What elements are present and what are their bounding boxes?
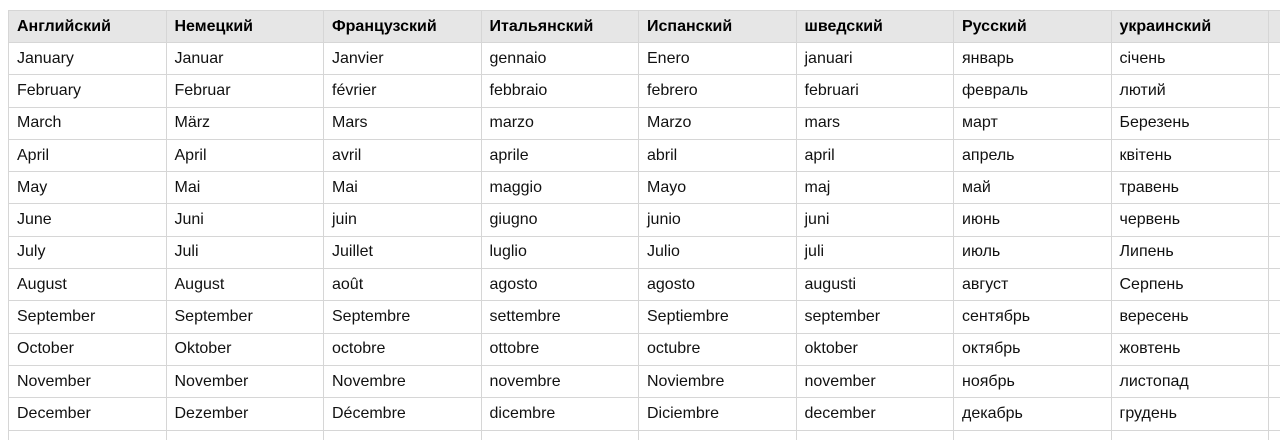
cell-spanish[interactable]: Diciembre [639, 398, 797, 430]
cell-german[interactable]: Dezember [166, 398, 324, 430]
table-row [9, 204, 1280, 236]
cell-russian[interactable]: январь [954, 43, 1112, 75]
cell-russian[interactable]: март [954, 107, 1112, 139]
cell-russian[interactable]: ноябрь [954, 365, 1112, 397]
cell-spanish[interactable]: Enero [639, 43, 797, 75]
cell-french[interactable]: août [324, 269, 482, 301]
cell-french[interactable]: Décembre [324, 398, 482, 430]
cell-ukrainian[interactable]: Серпень [1111, 269, 1269, 301]
cell-russian[interactable]: февраль [954, 75, 1112, 107]
cell-empty[interactable] [1269, 333, 1280, 365]
cell-empty[interactable] [481, 430, 639, 440]
cell-german[interactable]: April [166, 139, 324, 171]
cell-italian[interactable]: ottobre [481, 333, 639, 365]
cell-italian[interactable]: dicembre [481, 398, 639, 430]
cell-spanish[interactable]: Julio [639, 236, 797, 268]
cell-english[interactable]: January [9, 43, 167, 75]
cell-french[interactable]: avril [324, 139, 482, 171]
cell-empty[interactable] [1269, 301, 1280, 333]
table-row [9, 236, 1280, 268]
cell-german[interactable]: Juli [166, 236, 324, 268]
cell-german[interactable]: Januar [166, 43, 324, 75]
cell-empty[interactable] [166, 430, 324, 440]
cell-russian[interactable]: сентябрь [954, 301, 1112, 333]
table-row [9, 333, 1280, 365]
cell-russian[interactable]: октябрь [954, 333, 1112, 365]
cell-swedish[interactable]: juni [796, 204, 954, 236]
cell-spanish[interactable]: febrero [639, 75, 797, 107]
column-header-french[interactable]: Французский [324, 11, 482, 43]
cell-swedish[interactable]: mars [796, 107, 954, 139]
cell-french[interactable]: Janvier [324, 43, 482, 75]
cell-german[interactable]: Oktober [166, 333, 324, 365]
cell-german[interactable]: Juni [166, 204, 324, 236]
cell-french[interactable]: février [324, 75, 482, 107]
cell-empty[interactable] [639, 430, 797, 440]
cell-ukrainian[interactable]: червень [1111, 204, 1269, 236]
cell-empty[interactable] [1269, 139, 1280, 171]
cell-empty[interactable] [1269, 430, 1280, 440]
cell-russian[interactable]: июль [954, 236, 1112, 268]
table-row [9, 75, 1280, 107]
cell-empty[interactable] [1269, 398, 1280, 430]
cell-ukrainian[interactable]: травень [1111, 172, 1269, 204]
cell-swedish[interactable]: november [796, 365, 954, 397]
cell-swedish[interactable]: oktober [796, 333, 954, 365]
column-header-russian[interactable]: Русский [954, 11, 1112, 43]
cell-empty[interactable] [1269, 365, 1280, 397]
cell-empty[interactable] [1269, 107, 1280, 139]
cell-ukrainian[interactable]: лютий [1111, 75, 1269, 107]
cell-italian[interactable]: agosto [481, 269, 639, 301]
month-translation-table [8, 10, 1280, 440]
cell-english[interactable]: August [9, 269, 167, 301]
header-row [9, 11, 1280, 43]
cell-empty[interactable] [1269, 204, 1280, 236]
column-header-swedish[interactable]: шведский [796, 11, 954, 43]
cell-empty[interactable] [1111, 430, 1269, 440]
cell-english[interactable]: September [9, 301, 167, 333]
table-row [9, 301, 1280, 333]
cell-spanish[interactable]: Mayo [639, 172, 797, 204]
cell-empty[interactable] [1269, 75, 1280, 107]
cell-english[interactable]: December [9, 398, 167, 430]
cell-italian[interactable]: maggio [481, 172, 639, 204]
column-header-empty[interactable] [1269, 11, 1280, 43]
cell-italian[interactable]: febbraio [481, 75, 639, 107]
cell-french[interactable]: Juillet [324, 236, 482, 268]
cell-russian[interactable]: май [954, 172, 1112, 204]
column-header-ukrainian[interactable]: украинский [1111, 11, 1269, 43]
cell-swedish[interactable]: maj [796, 172, 954, 204]
cell-ukrainian[interactable]: Березень [1111, 107, 1269, 139]
cell-italian[interactable]: novembre [481, 365, 639, 397]
cell-spanish[interactable]: junio [639, 204, 797, 236]
cell-russian[interactable]: апрель [954, 139, 1112, 171]
cell-swedish[interactable]: april [796, 139, 954, 171]
cell-empty[interactable] [954, 430, 1112, 440]
cell-english[interactable]: May [9, 172, 167, 204]
cell-empty[interactable] [1269, 172, 1280, 204]
column-header-german[interactable]: Немецкий [166, 11, 324, 43]
cell-ukrainian[interactable]: грудень [1111, 398, 1269, 430]
empty-row [9, 430, 1280, 440]
cell-swedish[interactable]: januari [796, 43, 954, 75]
cell-ukrainian[interactable]: жовтень [1111, 333, 1269, 365]
cell-spanish[interactable]: agosto [639, 269, 797, 301]
cell-ukrainian[interactable]: Липень [1111, 236, 1269, 268]
cell-english[interactable]: April [9, 139, 167, 171]
table-row [9, 269, 1280, 301]
cell-ukrainian[interactable]: січень [1111, 43, 1269, 75]
table-row [9, 43, 1280, 75]
cell-empty[interactable] [1269, 43, 1280, 75]
cell-swedish[interactable]: september [796, 301, 954, 333]
cell-english[interactable]: July [9, 236, 167, 268]
cell-swedish[interactable]: juli [796, 236, 954, 268]
cell-german[interactable]: Februar [166, 75, 324, 107]
cell-english[interactable]: February [9, 75, 167, 107]
cell-empty[interactable] [9, 430, 167, 440]
cell-swedish[interactable]: augusti [796, 269, 954, 301]
column-header-italian[interactable]: Итальянский [481, 11, 639, 43]
cell-swedish[interactable]: februari [796, 75, 954, 107]
cell-italian[interactable]: settembre [481, 301, 639, 333]
cell-italian[interactable]: aprile [481, 139, 639, 171]
cell-empty[interactable] [796, 430, 954, 440]
cell-spanish[interactable]: Noviembre [639, 365, 797, 397]
cell-french[interactable]: Mars [324, 107, 482, 139]
cell-german[interactable]: August [166, 269, 324, 301]
cell-ukrainian[interactable]: вересень [1111, 301, 1269, 333]
table-body [9, 43, 1280, 440]
cell-russian[interactable]: июнь [954, 204, 1112, 236]
cell-english[interactable]: October [9, 333, 167, 365]
cell-ukrainian[interactable]: квітень [1111, 139, 1269, 171]
cell-french[interactable]: Mai [324, 172, 482, 204]
cell-swedish[interactable]: december [796, 398, 954, 430]
cell-italian[interactable]: giugno [481, 204, 639, 236]
cell-german[interactable]: Mai [166, 172, 324, 204]
cell-english[interactable]: November [9, 365, 167, 397]
table-row [9, 139, 1280, 171]
cell-french[interactable]: Septembre [324, 301, 482, 333]
cell-spanish[interactable]: Septiembre [639, 301, 797, 333]
cell-french[interactable]: juin [324, 204, 482, 236]
cell-german[interactable]: September [166, 301, 324, 333]
cell-russian[interactable]: декабрь [954, 398, 1112, 430]
cell-empty[interactable] [1269, 269, 1280, 301]
cell-empty[interactable] [324, 430, 482, 440]
cell-spanish[interactable]: octubre [639, 333, 797, 365]
cell-italian[interactable]: gennaio [481, 43, 639, 75]
cell-italian[interactable]: luglio [481, 236, 639, 268]
table-row [9, 365, 1280, 397]
cell-russian[interactable]: август [954, 269, 1112, 301]
column-header-spanish[interactable]: Испанский [639, 11, 797, 43]
cell-spanish[interactable]: Marzo [639, 107, 797, 139]
cell-french[interactable]: octobre [324, 333, 482, 365]
cell-english[interactable]: June [9, 204, 167, 236]
table-row [9, 107, 1280, 139]
column-header-english[interactable]: Английский [9, 11, 167, 43]
cell-english[interactable]: March [9, 107, 167, 139]
cell-german[interactable]: November [166, 365, 324, 397]
cell-empty[interactable] [1269, 236, 1280, 268]
cell-german[interactable]: März [166, 107, 324, 139]
cell-spanish[interactable]: abril [639, 139, 797, 171]
table-row [9, 172, 1280, 204]
table-row [9, 398, 1280, 430]
cell-italian[interactable]: marzo [481, 107, 639, 139]
cell-french[interactable]: Novembre [324, 365, 482, 397]
cell-ukrainian[interactable]: листопад [1111, 365, 1269, 397]
